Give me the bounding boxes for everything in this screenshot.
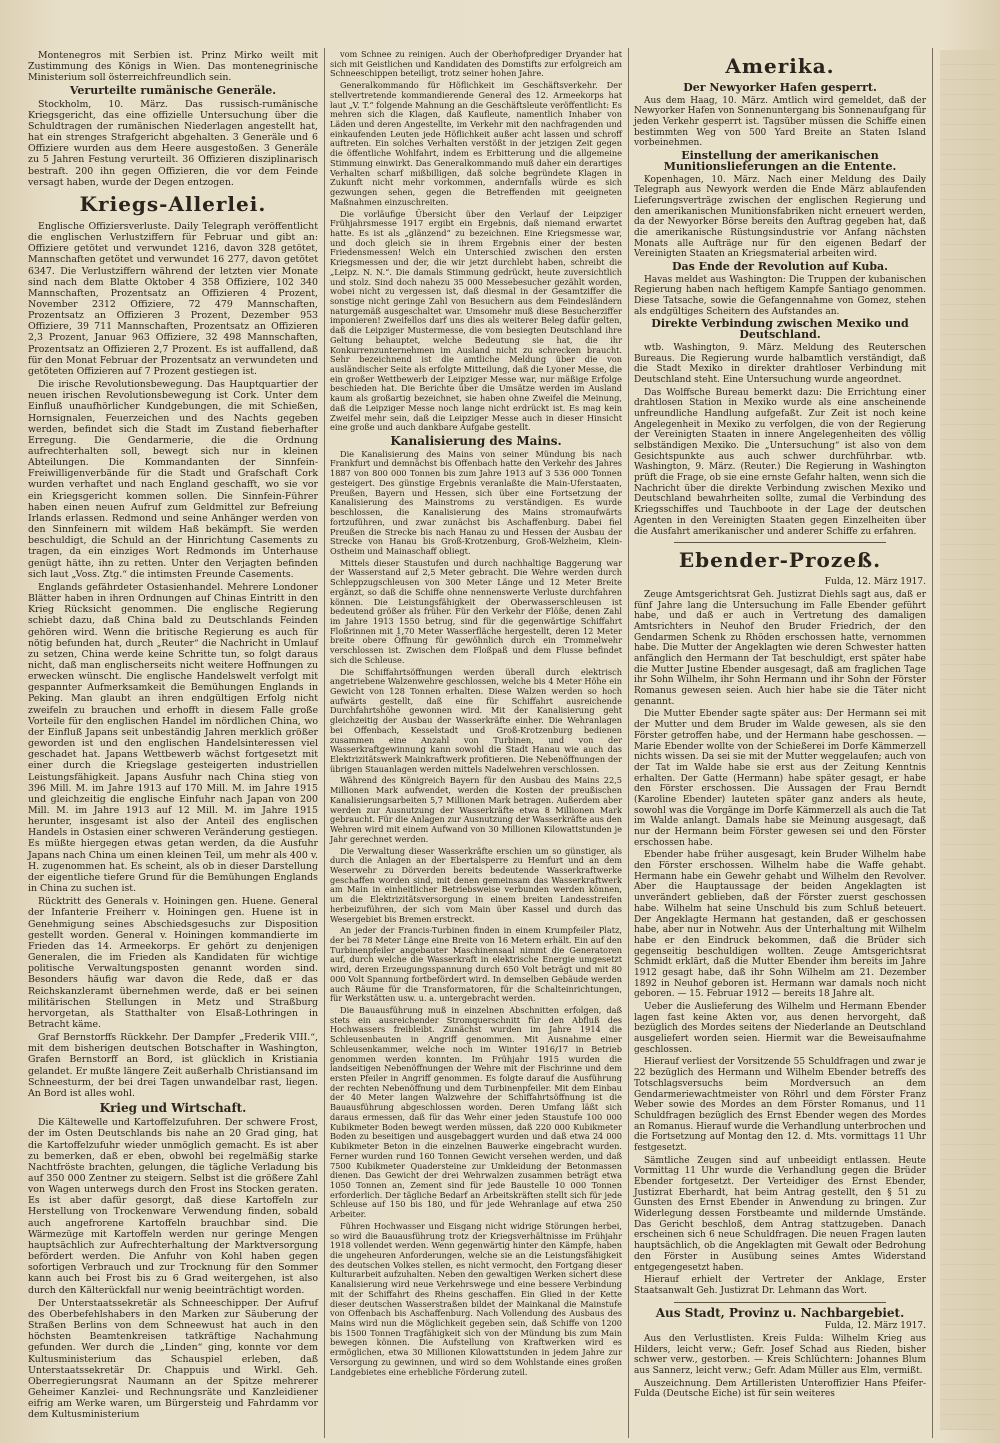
article-text: Ueber die Auslieferung des Wilhelm und Hermann Ebender lagen fast keine Akten vor, aus denen hervorgeht, daß bezüglich des Mordes seitens der Niederlande an Deutschland ausgeliefert worden seien. Hiermit war die Beweisaufnahme geschlossen. [634, 1002, 926, 1055]
dateline: Fulda, 12. März 1917. [824, 577, 926, 588]
article-text: Hierauf erhielt der Vertreter der Anklage, Erster Staatsanwalt Geh. Justizrat Dr. Lehmann das Wort. [634, 1275, 926, 1296]
article-text: vom Schnee zu reinigen. Auch der Oberhofprediger Dryander hat sich mit Geistlichen und Kandidaten des Domstifts zur erfolgreich am Schneeschippen beteiligt, trotz seiner hohen Jahre. [330, 49, 622, 79]
section-heading: Kanalisierung des Mains. [390, 434, 562, 449]
article-text: Mittels dieser Staustufen und durch nachhaltige Baggerung war der Wasserstand auf 2,5 Meter gebracht. Die Wehre werden durch Schleppzugschleusen von 300 Meter Länge und 12 Meter Breite ergänzt, so daß die Schiffe ohne nennenswerte Verluste durchfahren können. Die Leistungsfähigkeit der Oberwasserschleusen ist bedeutend größer als früher. Für den Verkehr der Flöße, denen Zahl im Jahre 1913 1550 betrug, sind für die gegenwärtige Schiffahrt Floßrinnen mit 1,70 Meter Wasserfläche hergestellt, deren 12 Meter breite obere Öffnung für gewöhnlich durch ein Trommelwehr verschlossen ist. Zwischen dem Floßpaß und dem Flusse befindet sich die Schleuse. [330, 557, 622, 665]
section-heading: Ebender-Prozeß. [678, 548, 882, 573]
article-text: Die Schiffahrtsöffnungen werden überall durch elektrisch angetriebene Walzenwehre geschlossen, welche bis 4 Meter Höhe ein Gewicht von 128 Tonnen erhalten. Diese Walzen werden so hoch aufwärts gestellt, daß eine für Schiffahrt ausreichende Durchfahrtshöhe gewonnen wird. Mit der Kanalisierung geht gleichzeitig der Ausbau der Wasserkräfte einher. Die Wehranlagen bei Offenbach, Kesselstadt und Groß-Krotzenburg bedienen zusammen eine Anzahl von Turbinen, und von der Wasserkraftgewinnung kann sowohl die Stadt Hanau wie auch das Elektrizitätswerk Mainkraftwerk profitieren. Die Nebenöffnungen der übrigen Stauanlagen werden mittels Nadelwehren verschlossen. [330, 666, 622, 774]
article-text: Havas meldet aus Washington: Die Truppen der kubanischen Regierung haben nach heftigem Kampfe Santiago genommen. Diese Tatsache, sowie die Gefangennahme von Gomez, stehen als endgültiges Scheitern des Aufstandes an. [634, 274, 926, 317]
column-rule [628, 48, 629, 1438]
column-3 [634, 50, 926, 1402]
article-text: Die irische Revolutionsbewegung. Das Hauptquartier der neuen irischen Revolutionsbewegung ist Cork. Unter dem Einfluß unaufhörlicher Kundgebungen, die mit Schießen, Hornsignalen, Feuerzeichen und des Nachts gegeben werden, befindet sich die Stadt im Zustand fieberhafter Erregung. Die Gendarmerie, die die Ordnung aufrechterhalten soll, bewegt sich nur in kleinen Abteilungen. Die Kommandanten der Sinnfein-Freiwilligenverbände für die Stadt und Grafschaft Cork wurden verhaftet und nach England geschafft, wo sie vor ein Kriegsgericht kommen sollen. Die Sinnfein-Führer haben einen neuen Aufruf zum Geldmittel zur Befreiung Irlands erlassen. Redmond und seine Anhänger werden von den Sinnfeinern mit wildem Haß bekämpft. Sie werden beschuldigt, die Schuld an der Hinrichtung Casements zu tragen, da ein einziges Wort Redmonds im Unterhause genügt hätte, ihn zu retten. Unter den Verjagten befinden sich laut „Voss. Ztg.“ die intimsten Freunde Casements. [28, 379, 318, 580]
article-text: Die Kältewelle und Kartoffelzufuhren. Der schwere Frost, der im Osten Deutschlands bis nahe an 20 Grad ging, hat die Kartoffelzufuhr wieder unmöglich gemacht. Es ist aber zu bemerken, daß er eben, obwohl bei regelmäßig starke Nachtfröste brachten, gelungen, die tägliche Verladung bis auf 350 000 Zentner zu steigern. Selbst ist die größere Zahl von Wagen unterwegs durch den Frost ins Stocken geraten. Es ist aber dafür gesorgt, daß diese Kartoffeln zur Herstellung von Trockenware Verwendung finden, sobald auch angefrorene Kartoffeln brauchbar sind. Die Wärmezüge mit Kartoffeln werden nur geringe Mengen hauptsächlich zur Aufrechterhaltung der Marktversorgung befördert werden. Die Anfuhr von Kohl haben gegen sofortigen Verbrauch und zur Trocknung für den Sommer kann auch bei Frost bis zu 6 Grad weitergehen, ist also durch den Kälterückfall nur wenig beeinträchtigt worden. [28, 1117, 318, 1296]
column-1 [28, 50, 318, 1422]
divider [674, 1302, 886, 1303]
article-text: Aus den Verlustlisten. Kreis Fulda: Wilhelm Krieg aus Hilders, leicht verw.; Gefr. Josef Schad aus Rieden, bisher schwer verw., gestorben. — Kreis Schlüchtern: Johannes Blum aus Sannerz, leicht verw.; Gefr. Adam Müller aus Elm, vermißt. [634, 1333, 926, 1376]
section-heading: Aus Stadt, Provinz u. Nachbargebiet. [655, 1305, 905, 1320]
column-rule [324, 48, 325, 1438]
article-text: Generalkommando für Höflichkeit im Geschäftsverkehr. Der stellvertretende kommandierende General des 12. Armeekorps hat laut „V. T.“ folgende Mahnung an die Geschäftsleute veröffentlicht: Es mehren sich die Klagen, daß Kaufleute, namentlich Inhaber von Läden und deren Angestellte, im Verkehr mit den nachfragenden und einkaufenden Leuten jede Höflichkeit außer acht lassen und schroff auftreten. Ein solches Verhalten verstößt in der jetzigen Zeit gegen die öffentliche Wohlfahrt, indem es Erbitterung und die allgemeine Stimmung einwirkt. Das Generalkommando muß daher ein derartiges Verhalten scharf mißbilligen, daß solche begründete Klagen in Zukunft nicht mehr vorkommen, andernfalls würde es sich gezwungen sehen, gegen die Betreffenden mit geeigneten Maßnahmen einzuschreiten. [330, 80, 622, 207]
section-heading: Kriegs-Allerlei. [79, 191, 267, 216]
column-rule [932, 48, 933, 1438]
article-heading: Der Newyorker Hafen gesperrt. [683, 81, 877, 94]
article-text: Auszeichnung. Dem Artilleristen Unteroffizier Hans Pfeifer-Fulda (Deutsche Eiche) ist für sein weiteres [634, 1378, 926, 1400]
article-text: An jeder der Francis-Turbinen finden in einem Krumpfeiler Platz, der bei 78 Meter Länge eine Breite von 16 Metern erhält. Ein auf den Turbinenpfeiler angebauter Maschinensaal nimmt die Generatoren auf, durch welche die Wasserkraft in elektrische Energie umgesetzt wird, deren Erzeugungsspannung durch 650 Volt beträgt und mit 80 000 Volt Spannung fortbefördert wird. In demselben Gebäude werden auch Räume für die Transformatoren, für die Schalteinrichtungen, für Werkstätten usw. u. a. untergebracht werden. [330, 925, 622, 1004]
article-text: Die Verwaltung dieser Wasserkräfte erschien um so günstiger, als durch die Anlagen an der Ebertalsperre zu Hemfurt und an dem Weserwehr zu Dörverden bereits bedeutende Wasserkraftwerke geschaffen worden sind, mit denen gemeinsam das Wasserkraftwerk am Main in einheitlicher Betriebsweise verbunden werden können, um die Elektrizitätsversorgung in einem breiten Landesstreifen herbeizuführen, der sich vom Main über Kassel und durch das Wesergebiet bis Bremen erstreckt. [330, 845, 622, 924]
dateline: Fulda, 12. März 1917. [824, 1321, 926, 1332]
article-text: Sämtliche Zeugen sind auf unbeeidigt entlassen. Heute Vormittag 11 Uhr wurde die Verhandlung gegen die Brüder Ebender fortgesetzt. Der Verteidiger des Ernst Ebender, Justizrat Eberhardt, hat beim Antrag gestellt, den § 51 zu Gunsten des Ernst Ebender in Anwendung zu bringen. Zur Widerlegung dessen Forstbeamte und mildernde Umstände. Das Gericht beschloß, dem Antrag stattzugeben. Danach erscheinen sich 6 neue Schuldfragen. Die neuen Fragen lauten hauptsächlich, ob die Angeklagten mit Gewalt oder Bedrohung den Förster in Ausübung seines Amtes Widerstand entgegengesetzt haben. [634, 1155, 926, 1273]
article-text: Rücktritt des Generals v. Hoiningen gen. Huene. General der Infanterie Freiherr v. Hoiningen gen. Huene ist in Genehmigung seines Abschiedsgesuchs zur Disposition gestellt worden. General v. Hoiningen kommandierte im Frieden das 14. Armeekorps. Er gehört zu denjenigen Generalen, die im Frieden als Kandidaten für wichtige politische Verwaltungsposten genannt worden sind. Besonders häufig war davon die Rede, daß er das Reichskanzleramt übernehmen werde, daß er bei seinen militärischen Stellungen in Metz und Straßburg hervorgetan, als Statthalter von Elsaß-Lothringen in Betracht käme. [28, 896, 318, 1030]
article-text: Kopenhagen, 10. März. Nach einer Meldung des Daily Telegraph aus Newyork werden die Ende März ablaufenden Lieferungsverträge zwischen der englischen Regierung und den amerikanischen Munitionsfabriken nicht erneuert werden, da der Newyorker Börse bereits den Auftrag gegeben hat, daß die amerikanische Rüstungsindustrie vor Anfang nächsten Monats alle Aufträge nur für den eigenen Bedarf der Vereinigten Staaten an Kriegsmaterial arbeiten wird. [634, 174, 926, 260]
article-text: Die Kanalisierung des Mains von seiner Mündung bis nach Frankfurt und demnächst bis Offenbach hatte den Verkehr des Jahres 1887 von 800 000 Tonnen bis zum Jahre 1913 auf 3 536 000 Tonnen gesteigert. Des günstige Ergebnis veranlaßte die Main-Uferstaaten, Preußen, Bayern und Hessen, sich über eine Fortsetzung der Kanalisierung des Mainstroms zu verständigen. Es wurde beschlossen, die Kanalisierung des Mains stromaufwärts fortzuführen, und zwar zunächst bis Aschaffenburg. Dabei fiel Preußen die Strecke bis nach Hanau zu und Hessen der Ausbau der Strecke von Hanau bis Groß-Krotzenburg, Groß-Welzheim, Klein-Ostheim und Mainaschaff obliegt. [330, 448, 622, 556]
section-heading: Krieg und Wirtschaft. [99, 1101, 247, 1116]
article-text: Während des Königreich Bayern für den Ausbau des Mains 22,5 Millionen Mark aufwendet, werden die Kosten der preußischen Kanalisierungsarbeiten 5,7 Millionen Mark betragen. Außerdem aber werden zur Ausnutzung der Wasserkräfte etwa 8 Millionen Mark gebraucht. Für die Anlagen zur Ausnutzung der Wasserkräfte aus den Wehren wird mit einem Aufwand von 30 Millionen Kilowattstunden je Jahr gerechnet werden. [330, 775, 622, 844]
article-text: Stockholm, 10. März. Das russisch-rumänische Kriegsgericht, das eine offizielle Untersuchung über die Schuldtragen der rumänischen Niederlagen angestellt hat, hat ein strenges Strafgericht abgehalten. 3 Generäle und 6 Offiziere wurden aus dem Heere ausgestoßen. 3 Generäle zu 5 Jahren Festung verurteilt. 36 Offizieren disziplinarisch bestraft. 200 ihn gegen Offizieren, die vor dem Feinde versagt haben, wurde der Degen entzogen. [28, 98, 318, 188]
article-text: Zeuge Amtsgerichtsrat Geh. Justizrat Diehls sagt aus, daß er fünf Jahre lang die Untersuchung im Falle Ebender geführt habe, und daß er auch in Vertretung des damaligen Amtsrichters in Neuhof den Bruder Friedrich, der den Gendarmen Schenk zu Rhöden erschossen hatte, vernommen habe. Die Mutter der Angeklagten wie deren Schwester hatten anfänglich den Hermann der Tat beschuldigt, erst später habe die Mutter Justine Ebender ausgesagt, daß am fraglichen Tage ihr Sohn Wilhelm, ihr Sohn Hermann und ihr Sohn der Förster Romanus gewesen seien. Auch hier habe sie die Täter nicht genannt. [634, 589, 926, 707]
adjacent-page-edge [940, 50, 995, 1430]
article-text: wtb. Washington, 9. März. Meldung des Reuterschen Bureaus. Die Regierung wurde halbamtlich verständigt, daß die Stadt Mexiko in direkter drahtloser Verbindung mit Deutschland steht. Eine Untersuchung wurde angeordnet. [634, 342, 926, 385]
article-text: Graf Bernstorffs Rückkehr. Der Dampfer „Frederik VIII.“, mit dem bisherigen deutschen Botschafter in Washington, Grafen Bernstorff an Bord, ist glücklich in Kristiania gelandet. Er mußte längere Zeit außerhalb Christiansand im Schneesturm, der bei drei Tagen unwandelbar rast, liegen. An Bord ist alles wohl. [28, 1032, 318, 1099]
column-2 [330, 50, 622, 1379]
article-text: Die Mutter Ebender sagte später aus: Der Hermann sei mit der Mutter und dem Bruder im Walde gewesen, als sie den Förster getroffen habe, und der Hermann habe geschossen. — Marie Ebender wollte von der Schießerei im Dorfe Kämmerzell nichts wissen. Da sei sie mit der Mutter weggelaufen; auch von der Tat im Walde habe sie erst aus der Zeitung Kenntnis erhalten. Der Gatte (Hermann) habe später gesagt, er habe den Förster erschossen. Die Aussagen der Frau Berndt (Karoline Ebender) lauteten später ganz anders als heute, sowohl was die Vorgänge im Dorfe Kämmerzell als auch die Tat im Walde anlangt. Damals habe sie Meinung ausgesagt, daß nur der Hermann beim Förster gewesen sei und den Förster erschossen habe. [634, 709, 926, 848]
divider [674, 542, 886, 543]
article-text: Der Unterstaatssekretär als Schneeschipper. Der Aufruf des Oberbefehlshabers in den Marken zur Säuberung der Straßen Berlins von dem Schneewust hat auch in den höchsten Beamtenkreisen tatkräftige Nachahmung gefunden. Wer durch die „Linden“ ging, konnte vor dem Kultusministerium das Schauspiel erleben, daß Unterstaatssekretär Dr. Chappuis und Wirkl. Geh. Oberregierungsrat Naumann an der Spitze mehrerer Geheimer Kanzlei- und Rechnungsräte und Kanzleidiener eifrig am Werke waren, um Bürgersteig und Fahrdamm vor dem Kultusministerium [28, 1297, 318, 1421]
article-text: Das Wolffsche Bureau bemerkt dazu: Die Errichtung einer drahtlosen Station in Mexiko wurde als eine anscheinende unfreundliche Handlung aufgefaßt. Zur Zeit ist noch keine Angelegenheit in Mexiko zu verfolgen, die von der Regierung der Vereinigten Staaten in innere Angelegenheiten des völlig selbständigen Mexiko. Die „Untersuchung“ ist also von dem Gesichtspunkte aus auch schwer durchführbar. wtb. Washington, 9. März. (Reuter.) Die Regierung in Washington prüft die Frage, ob sie eine ernste Gefahr halten, wenn sich die Nachricht über die direkte Verbindung zwischen Mexiko und Deutschland bewahrheiten sollte, zumal die Verbindung des Kriegsschiffes und Tauchboote in der Lage der deutschen Agenten in den Vereinigten Staaten gegen Einzelheiten über die Ausfahrt amerikanischer und anderer Schiffe zu erfahren. [634, 387, 926, 537]
section-heading: Amerika. [725, 54, 835, 78]
article-text: Ebender habe früher ausgesagt, kein Bruder Wilhelm habe den Förster erschossen. Wilhelm habe die Waffe gehabt. Hermann habe ein Gewehr gehabt und Wilhelm den Revolver. Aber die Hauptaussage der beiden Angeklagten ist unverändert geblieben, daß der Förster zuerst geschossen habe. Wilhelm hat seine Unschuld bis zum Schluß beteuert. Der Angeklagte Hermann hat gestanden, daß er geschossen habe, aber nur in Notwehr. Aus der Unterhaltung mit Wilhelm habe er den Eindruck bekommen, daß die Brüder sich gegenseitig beschuldigen wollten. Zeuge Amtsgerichtsrat Schmidt erklärt, daß die Mutter Ebender ihm bereits im Jahre 1912 gesagt habe, daß ihr Sohn Wilhelm am 21. Dezember 1892 in Neuhof geboren ist. Hermann war damals noch nicht geboren. — 15. Februar 1912 — bereits 18 Jahre alt. [634, 850, 926, 1000]
article-text: Hierauf verliest der Vorsitzende 55 Schuldfragen und zwar je 22 bezüglich des Hermann und Wilhelm Ebender betreffs des Totschlagsversuchs beim Mordversuch an dem Gendarmeriewachtmeister von Röhrl und dem Förster Franz Weber sowie des Mordes an dem Förster Romanus, und 11 Schuldfragen bezüglich des Ernst Ebender wegen des Mordes an Romanus. Hierauf wurde die Verhandlung unterbrochen und die Fortsetzung auf Montag den 12. d. Mts. vormittags 11 Uhr festgesetzt. [634, 1057, 926, 1153]
article-heading: Direkte Verbindung zwischen Mexiko und Deutschland. [651, 317, 909, 342]
article-heading: Verurteilte rumänische Generäle. [69, 84, 277, 98]
article-heading: Das Ende der Revolution auf Kuba. [671, 260, 889, 273]
article-text: Die vorläufige Übersicht über den Verlauf der Leipziger Frühjahrsmesse 1917 ergibt ein Ergebnis, daß niemand erwartet hatte. Es ist als „glänzend“ zu bezeichnen. Eine Kriegsmesse war, und doch gleich sie in ihrem Ergebnis einer der besten Friedensmessen! Welch ein Unterschied zwischen den ersten Kriegsmessen und der, die wir jetzt durchlebt haben, schreibt die „Leipz. N. N.“. Die damals Stimmung gedrückt, heute zuversichtlich und stolz. Sind doch nahezu 35 000 Messebesucher gezählt worden, wobei nicht zu vergessen ist, daß diesmal in der Gesamtziffer die sonstige nicht geringe Zahl von Besuchern aus dem Feindesländern naturgemäß ausgeschaltet war. Umsomehr muß diese Besucherziffer imponieren! Zweifellos darf uns dies als weiterer Beleg dafür gelten, daß die Leipziger Mustermesse, die vom besiegten Deutschland ihre Geltung behauptet, welche Bedeutung sie hat, die ihr Konkurrenzunternehmen im Ausland nicht zu schrecken braucht. Sehr bezeichnend ist die amtliche Meldung über die von ausländischer Seite als erfolgte Mitteilung, daß die Lyoner Messe, die ein großer Wettbewerb der Leipziger Messe war, nur mäßige Erfolge beschieden hat. Die Berichte über die Umsätze werden im Ausland kaum als großartig bezeichnet, sie haben ohne Zweifel die Meinung, daß die Leipziger Messe noch lange nicht erdrückt ist. Es mag kein Zweifel mehr sein, daß die Leipziger Messe auch in dieser Hinsicht eine große und auch dankbare Aufgabe gestellt. [330, 208, 622, 433]
article-text: Englische Offiziersverluste. Daily Telegraph veröffentlicht die englischen Verlustziffern für Februar und gibt an: Offiziere getötet und verwundet 1216, davon 328 getötet, Mannschaften getötet und verwundet 16 277, davon getötet 6347. Die Verlustziffern während der letzten vier Monate sind nach dem Blatte Oktober 4 358 Offiziere, 102 340 Mannschaften, Prozentsatz an Offizieren 4 Prozent, November 2312 Offiziere, 72 479 Mannschaften, Prozentsatz an Offizieren 3 Prozent, Dezember 953 Offiziere, 39 711 Mannschaften, Prozentsatz an Offizieren 2,3 Prozent, Januar 963 Offiziere, 32 498 Mannschaften, Prozentsatz an Offizieren 2,7 Prozent. Es ist auffallend, daß für den Monat Februar der Prozentsatz an verwundeten und getöteten Offizieren auf 7 Prozent gestiegen ist. [28, 220, 318, 377]
article-text: Englands gefährdeter Ostasienhandel. Mehrere Londoner Blätter haben in ihren Ordnungen auf Chinas Eintritt in den Krieg Rücksicht genommen. Die englische Regierung schiebt dazu, daß China bald zu Deutschlands Feinden gehören wird. Wenn die britische Regierung es auch für nötig befunden hat, durch „Reuter“ die Nachricht in Umlauf zu setzen, China werde keine Schritte tun, so folgt daraus nicht, daß man englischerseits nicht weitere Hoffnungen zu erwecken wünscht. Die englische Handelswelt verfolgt mit gespannter Aufmerksamkeit die Bemühungen Englands in Peking. Man glaubt an ihren endgültigen Erfolg nicht zweifeln zu brauchen und erhofft in diesem Falle große Vorteile für den englischen Handel im nördlichen China, wo der Einfluß Japans seit unbeständig Jahren merklich größer geworden ist und den englischen Handelsinteressen viel geschadet hat. Japans Wettbewerb wächst fortgesetzt mit einer durch die Kriegslage gesteigerten industriellen Leistungsfähigkeit. Japans Ausfuhr nach China stieg von 396 Mill. M. im Jahre 1913 auf 170 Mill. M. im Jahre 1915 und gleichzeitig die englische Einfuhr nach Japan von 200 Mill. M. im Jahre 1913 auf 12 Mill. M. im Jahre 1915 herunter, insgesamt ist also der Anteil des englischen Handels in Ostasien einer schweren Veränderung gestiegen. Es müßte hiergegen etwas getan werden, da die Ausfuhr Japans nach China um einen kleinen Teil, um mehr als 400 v. H. zugenommen hat. Es scheint, als ob in dieser Darstellung der eigentliche tiefere Grund für die Bemühungen Englands in China zu suchen ist. [28, 581, 318, 895]
article-text: Aus dem Haag, 10. März. Amtlich wird gemeldet, daß der Newyorker Hafen von Sonnenuntergang bis Sonnenaufgang für jeden Verkehr gesperrt ist. Tagsüber müssen die Schiffe einen bestimmten Weg von 500 Yard Breite an Staten Island vorbeinehmen. [634, 95, 926, 149]
article-heading: Einstellung der amerikanischen Munitionslieferungen an die Entente. [663, 149, 897, 173]
article-text: Führen Hochwasser und Eisgang nicht widrige Störungen herbei, so wird die Bauausführung trotz der Kriegsverhältnisse im Frühjahr 1918 vollendet werden. Wenn gegenwärtig hinter den Kämpfe, haben die ungeheuren Anforderungen, welche sie an die Leistungsfähigkeit des deutschen Volkes stellen, es nicht vermocht, den Fortgang dieser Kulturarbeit aufzuhalten. Neben den gewaltigen Werken sichert diese Kanalisierung wird neue Verkehrswege und eine bessere Verbindung mit der Schiffahrt des Rheins geschaffen. Ein Glied in der Kette dieser deutschen Wasserstraßen bildet der Mainkanal die Mainstufe von Offenbach bis Aschaffenburg. Nach Vollendung des Ausbaus des Mains wird nun die Möglichkeit gegeben sein, daß Schiffe von 1200 bis 1500 Tonnen Tragfähigkeit sich von der Mündung bis zum Main bewegen können. Die Aufstellung von Kraftwerken wird es ermöglichen, etwa 30 Millionen Kilowattstunden in jedem Jahre zur Versorgung zu gewinnen, und wird so dem Wohlstande eines großen Landgebietes eine erhebliche Förderung zuteil. [330, 1220, 622, 1377]
article-text: Die Bauausführung muß in einzelnen Abschnitten erfolgen, daß stets ein ausreichender Stromquerschnitt für den Abfluß des Hochwassers freibleibt. Zunächst wurden im Jahre 1914 die Schleusenbauten in Angriff genommen. Mit Ausnahme einer Schleusenkammer, welche noch im Winter 1916/17 in Betrieb genommen werden konnten. Im Frühjahr 1915 wurden die landseitigen Nebenöffnungen der Wehre mit der Fischrinne und dem ersten Pfeiler in Angriff genommen. Es folgte darauf die Ausführung der rechten Nebenöffnung und dem Turbinenpfeiler. Mit dem Einbau der 40 Meter langen Walzwehre der Schiffahrtsöffnung ist die Bauausführung abgeschlossen worden. Deren Umfang läßt sich daraus ermessen, daß für das Wehr einer jeden Staustufe 100 000 Kubikmeter Boden bewegt werden müssen, daß 220 000 Kubikmeter Boden zu beseitigen und ausgebaggert wurden und daß etwa 24 000 Kubikmeter Beton in die einzelnen Bauwerke eingebracht wurden. Ferner wurden rund 160 Tonnen Gewicht versehen werden, und daß 7500 Kubikmeter Quadersteine zur Umkleidung der Betonmassen dienen. Das Gewicht der drei Wehrwalzen zusammen beträgt etwa 1050 Tonnen an, Zement sind für jede Baustelle 10 000 Tonnen erforderlich. Der tägliche Bedarf an Arbeitskräften stellt sich für jede Schleuse auf 150 bis 180, und für jede Wehranlage auf etwa 250 Arbeiter. [330, 1005, 622, 1220]
article-text: Montenegros mit Serbien ist. Prinz Mirko weilt mit Zustimmung des Königs in Wien. Das montenegrinische Ministerium soll österreichfreundlich sein. [28, 50, 318, 84]
